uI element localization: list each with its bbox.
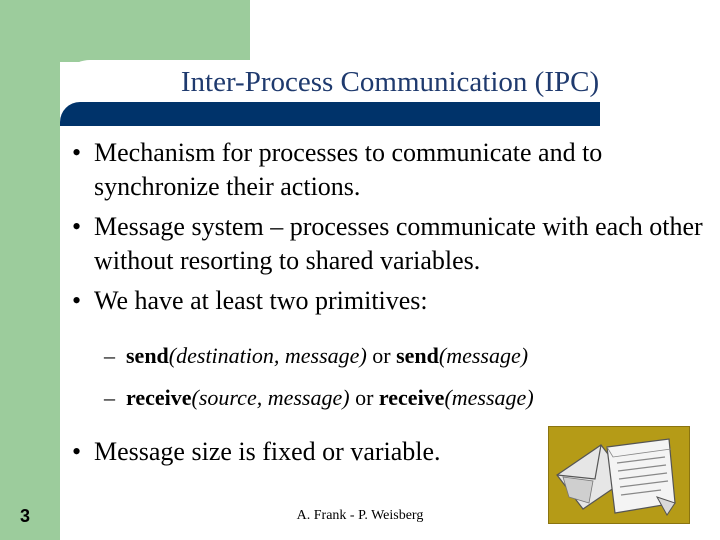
dash-symbol: – <box>104 343 115 368</box>
bullet-dot: • <box>72 437 82 466</box>
primitive-args: (message) <box>438 343 529 368</box>
page-number: 3 <box>20 506 31 526</box>
sub-item-list <box>104 342 704 426</box>
primitive-name: receive <box>126 385 192 410</box>
bullet-list <box>72 136 712 324</box>
or-text: or <box>349 385 379 410</box>
bullet-dot: • <box>72 212 82 241</box>
envelope-letters-icon <box>548 426 690 524</box>
primitive-args: (source, message) <box>191 385 350 410</box>
primitive-name: send <box>126 343 169 368</box>
bullet-item <box>72 210 712 278</box>
bullet-text: Mechanism for processes to communicate and to synchronize their actions. <box>94 138 603 201</box>
bullet-dot: • <box>72 138 82 167</box>
sub-item-receive <box>104 384 704 412</box>
bullet-text: Message size is fixed or variable. <box>94 437 441 466</box>
footer-author: A. Frank - P. Weisberg <box>296 508 424 523</box>
primitive-args: (destination, message) <box>168 343 367 368</box>
primitive-args: (message) <box>444 385 534 410</box>
or-text: or <box>366 343 397 368</box>
primitive-name: send <box>396 343 439 368</box>
bullet-item <box>72 435 441 469</box>
dash-symbol: – <box>104 385 115 410</box>
slide-title: Inter-Process Communication (IPC) <box>180 66 600 98</box>
left-decoration-strip <box>0 0 60 540</box>
top-decoration-block <box>0 0 250 62</box>
bullet-dot: • <box>72 286 82 315</box>
primitive-name: receive <box>378 385 445 410</box>
title-underline-bar <box>60 102 600 126</box>
bullet-item <box>72 136 712 204</box>
bullet-item <box>72 284 712 318</box>
bullet-text: Message system – processes communicate with each other without resorting to shared variables. <box>94 212 703 275</box>
sub-item-send <box>104 342 704 370</box>
bullet-text: We have at least two primitives: <box>94 286 428 315</box>
